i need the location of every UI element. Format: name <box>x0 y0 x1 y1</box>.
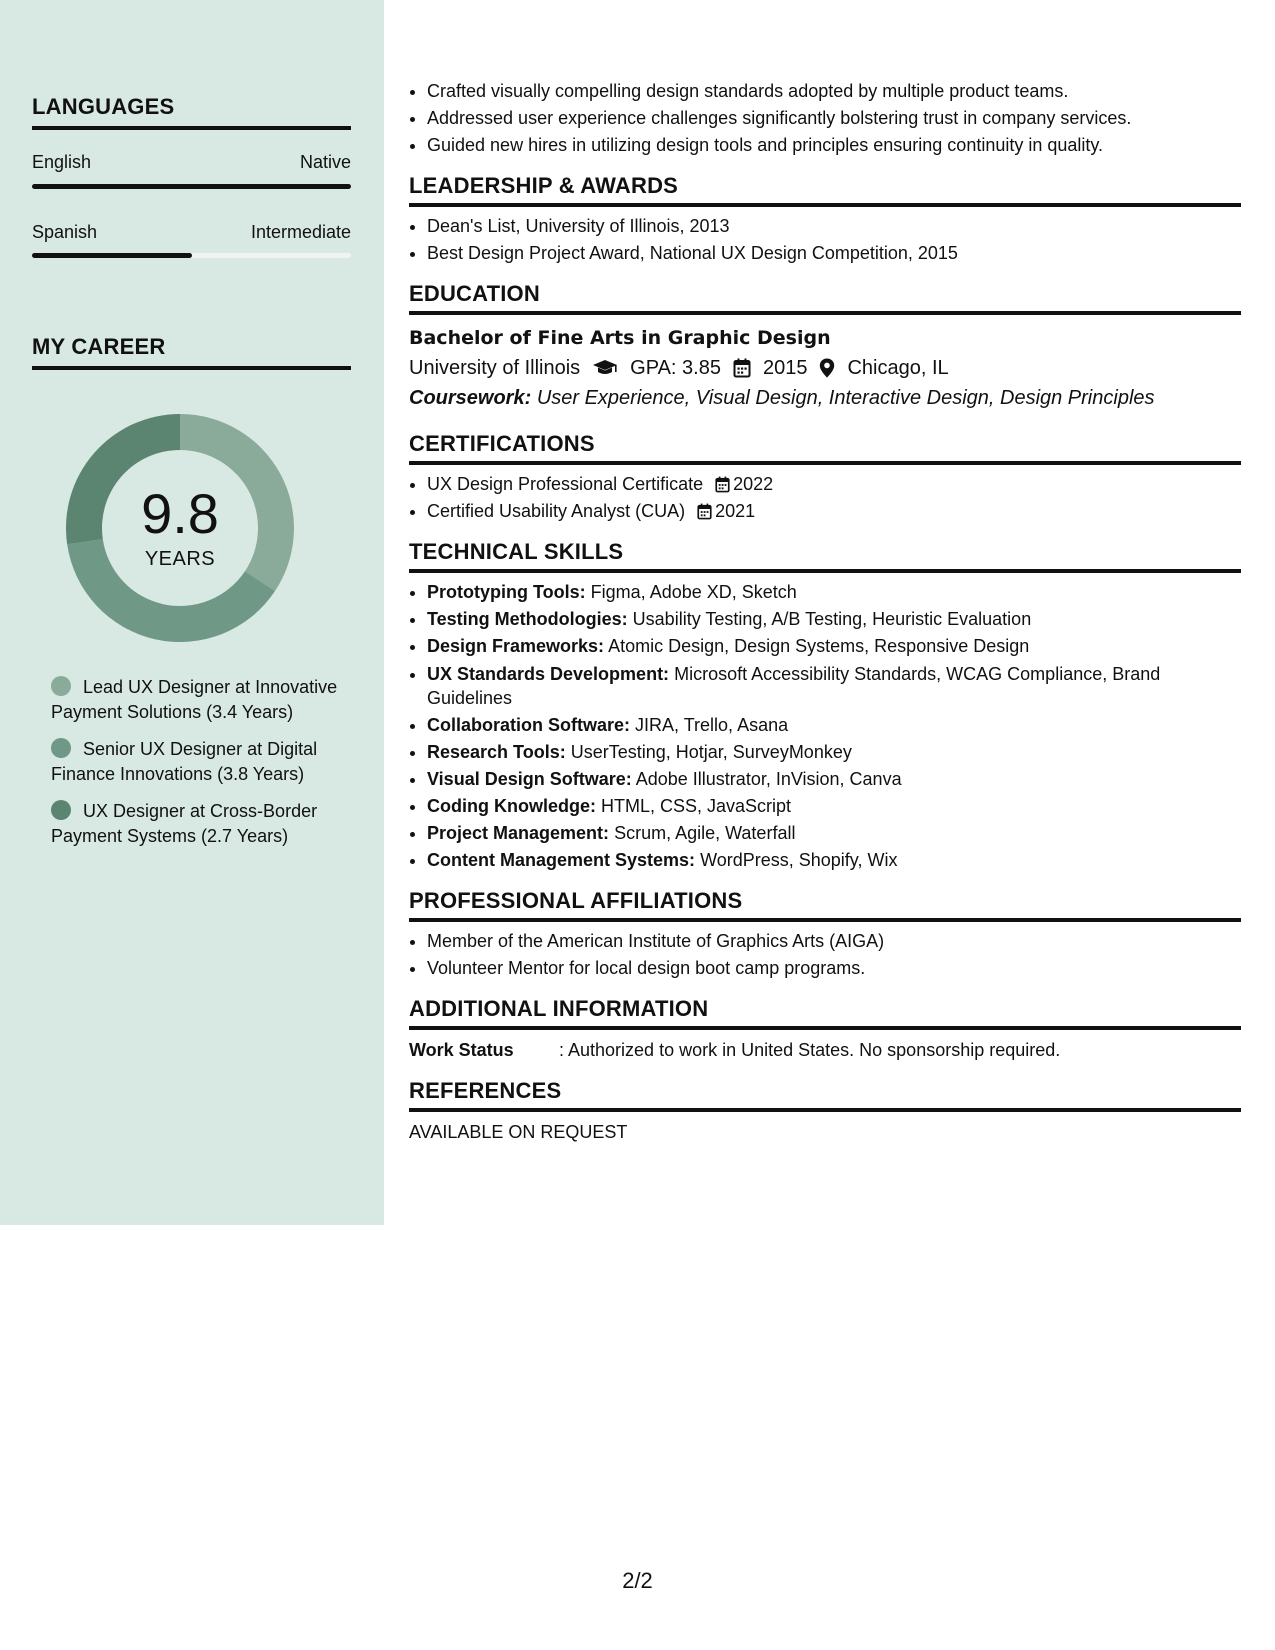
language-bar-fill <box>32 253 192 258</box>
skill-value: Microsoft Accessibility Standards, WCAG Compliance, Brand Guidelines <box>427 664 1161 708</box>
skill-value: Atomic Design, Design Systems, Responsive Design <box>608 636 1030 656</box>
language-name: English <box>32 152 92 172</box>
career-list <box>51 675 351 861</box>
main-column <box>409 78 1241 1146</box>
skill-item <box>427 766 1241 793</box>
skill-value: JIRA, Trello, Asana <box>635 715 789 735</box>
list-item <box>427 471 1241 498</box>
section-title: REFERENCES <box>409 1078 1241 1112</box>
education-section <box>409 281 1241 413</box>
skill-label: Research Tools: <box>427 742 566 762</box>
career-item-text: Lead UX Designer at Innovative Payment Solutions (3.4 Years) <box>51 677 338 722</box>
skill-value: Figma, Adobe XD, Sketch <box>590 582 797 602</box>
legend-dot <box>51 738 71 758</box>
list-item: • Crafted visually compelling design standards adopted by multiple product teams. <box>427 78 1241 105</box>
legend-dot <box>51 676 71 696</box>
technical-skills-section <box>409 539 1241 874</box>
skill-label: Design Frameworks: <box>427 636 605 656</box>
career-heading: MY CAREER <box>32 334 351 370</box>
coursework <box>409 383 1241 413</box>
legend-dot <box>51 800 71 820</box>
calendar-icon <box>733 358 751 378</box>
skill-item <box>427 633 1241 660</box>
certification-name: UX Design Professional Certificate <box>427 474 704 494</box>
language-bar-spanish <box>32 253 351 258</box>
list-item: • Guided new hires in utilizing design tools and principles ensuring continuity in quality. <box>427 132 1241 159</box>
skill-item <box>427 579 1241 606</box>
section-title: TECHNICAL SKILLS <box>409 539 1241 573</box>
skill-label: Prototyping Tools: <box>427 582 586 602</box>
skill-label: Project Management: <box>427 823 610 843</box>
skill-value: HTML, CSS, JavaScript <box>601 796 792 816</box>
certification-year: 2022 <box>733 474 774 494</box>
section-title: LEADERSHIP & AWARDS <box>409 173 1241 207</box>
calendar-icon <box>715 476 730 493</box>
career-total <box>66 414 294 642</box>
page-number: 2/2 <box>622 1568 653 1593</box>
affiliations-section <box>409 888 1241 982</box>
graduation-cap-icon <box>592 359 618 377</box>
career-item <box>51 675 351 725</box>
skill-value: Adobe Illustrator, InVision, Canva <box>635 769 902 789</box>
certifications-section <box>409 431 1241 525</box>
school-name: University of Illinois <box>409 357 581 379</box>
career-item-text: UX Designer at Cross-Border Payment Systems (2.7 Years) <box>51 801 318 846</box>
references-text: AVAILABLE ON REQUEST <box>409 1122 628 1142</box>
section-title: EDUCATION <box>409 281 1241 315</box>
education-location: Chicago, IL <box>847 357 949 379</box>
leadership-list <box>409 213 1241 267</box>
career-item <box>51 737 351 787</box>
location-pin-icon <box>819 358 835 378</box>
affiliations-list <box>409 928 1241 982</box>
skill-label: Testing Methodologies: <box>427 609 628 629</box>
calendar-icon <box>697 503 712 520</box>
skill-item <box>427 793 1241 820</box>
career-total-unit: YEARS <box>144 548 216 570</box>
language-row-spanish <box>32 222 351 243</box>
certifications-list <box>409 471 1241 525</box>
additional-info-section <box>409 996 1241 1064</box>
degree-title: Bachelor of Fine Arts in Graphic Design <box>409 327 831 349</box>
coursework-label: Coursework: <box>409 387 532 409</box>
skill-item <box>427 606 1241 633</box>
experience-bullets <box>409 78 1241 159</box>
certification-name: Certified Usability Analyst (CUA) <box>427 501 686 521</box>
language-name: Spanish <box>32 222 98 242</box>
list-item: • Member of the American Institute of Graphics Arts (AIGA) <box>427 928 1241 955</box>
work-status-label: Work Status <box>409 1040 514 1060</box>
education-details <box>409 353 1241 383</box>
skill-item <box>427 820 1241 847</box>
list-item: • Addressed user experience challenges significantly bolstering trust in company services. <box>427 105 1241 132</box>
language-bar-fill <box>32 184 351 189</box>
work-status-value: : Authorized to work in United States. No sponsorship required. <box>559 1040 1061 1060</box>
list-item: • Best Design Project Award, National UX Design Competition, 2015 <box>427 240 1241 267</box>
leadership-section <box>409 173 1241 267</box>
references-section <box>409 1078 1241 1146</box>
sidebar <box>0 0 384 1225</box>
languages-heading: LANGUAGES <box>32 94 351 130</box>
skill-label: Visual Design Software: <box>427 769 632 789</box>
section-title: PROFESSIONAL AFFILIATIONS <box>409 888 1241 922</box>
skills-list <box>409 579 1241 874</box>
language-row-english <box>32 152 351 173</box>
skill-value: UserTesting, Hotjar, SurveyMonkey <box>570 742 852 762</box>
coursework-value: User Experience, Visual Design, Interactive Design, Design Principles <box>536 387 1155 409</box>
language-bar-english <box>32 184 351 189</box>
career-total-value: 9.8 <box>141 482 219 545</box>
graduation-year: 2015 <box>762 357 808 379</box>
gpa: GPA: 3.85 <box>630 357 721 379</box>
certification-date <box>715 474 773 494</box>
work-status-row <box>409 1036 1241 1064</box>
skill-item <box>427 739 1241 766</box>
list-item <box>427 498 1241 525</box>
section-title: ADDITIONAL INFORMATION <box>409 996 1241 1030</box>
skill-label: UX Standards Development: <box>427 664 670 684</box>
career-item-text: Senior UX Designer at Digital Finance Innovations (3.8 Years) <box>51 739 318 784</box>
list-item: • Dean's List, University of Illinois, 2013 <box>427 213 1241 240</box>
section-title: CERTIFICATIONS <box>409 431 1241 465</box>
language-level: Intermediate <box>250 222 351 242</box>
skill-label: Coding Knowledge: <box>427 796 596 816</box>
certification-year: 2021 <box>715 501 756 521</box>
language-level: Native <box>299 152 351 172</box>
list-item: • Volunteer Mentor for local design boot camp programs. <box>427 955 1241 982</box>
skill-label: Collaboration Software: <box>427 715 631 735</box>
certification-date <box>697 501 755 521</box>
skill-item <box>427 660 1241 712</box>
skill-value: Scrum, Agile, Waterfall <box>614 823 796 843</box>
skill-item <box>427 712 1241 739</box>
skill-value: Usability Testing, A/B Testing, Heuristic Evaluation <box>632 609 1032 629</box>
skill-value: WordPress, Shopify, Wix <box>700 850 898 870</box>
career-item <box>51 799 351 849</box>
skill-label: Content Management Systems: <box>427 850 696 870</box>
skill-item <box>427 847 1241 874</box>
